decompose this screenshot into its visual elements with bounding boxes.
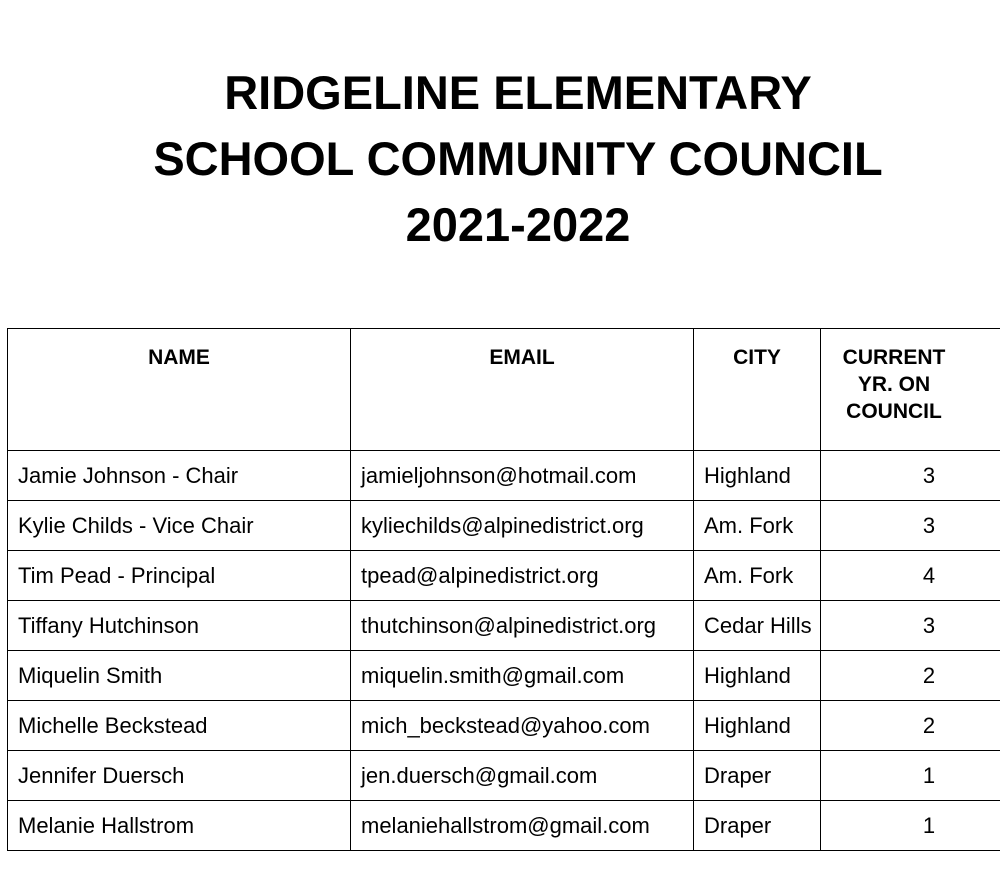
title-line-council: SCHOOL COMMUNITY COUNCIL: [153, 132, 883, 185]
document-title: [0, 60, 1000, 258]
header-current-year-line2: YR. ON: [857, 373, 931, 396]
table-row: [8, 701, 1000, 751]
title-line-school: RIDGELINE ELEMENTARY: [224, 66, 812, 119]
member-city-cell: Draper: [694, 751, 821, 801]
member-email-cell: miquelin.smith@gmail.com: [351, 651, 694, 701]
table-row: [8, 551, 1000, 601]
member-name-cell: Michelle Beckstead: [8, 701, 351, 751]
member-years-cell: 2: [821, 651, 1000, 701]
member-email-cell: mich_beckstead@yahoo.com: [351, 701, 694, 751]
member-name-cell: Tim Pead - Principal: [8, 551, 351, 601]
member-name-cell: Kylie Childs - Vice Chair: [8, 501, 351, 551]
member-city-cell: Draper: [694, 801, 821, 851]
member-name-cell: Melanie Hallstrom: [8, 801, 351, 851]
table-body: [8, 451, 1000, 851]
member-email-cell: melaniehallstrom@gmail.com: [351, 801, 694, 851]
table-row: [8, 651, 1000, 701]
member-email-cell: jamieljohnson@hotmail.com: [351, 451, 694, 501]
member-name-cell: Tiffany Hutchinson: [8, 601, 351, 651]
member-city-cell: Highland: [694, 651, 821, 701]
header-city: CITY: [694, 329, 821, 451]
member-city-cell: Am. Fork: [694, 551, 821, 601]
table-row: [8, 451, 1000, 501]
header-email: EMAIL: [351, 329, 694, 451]
member-name-cell: Jamie Johnson - Chair: [8, 451, 351, 501]
member-city-cell: Am. Fork: [694, 501, 821, 551]
table-row: [8, 801, 1000, 851]
member-name-cell: Miquelin Smith: [8, 651, 351, 701]
member-years-cell: 1: [821, 801, 1000, 851]
member-name-cell: Jennifer Duersch: [8, 751, 351, 801]
member-email-cell: tpead@alpinedistrict.org: [351, 551, 694, 601]
header-current-year: [821, 329, 1000, 451]
council-table-container: [7, 328, 1000, 851]
header-current-year-line1: CURRENT: [842, 346, 946, 369]
member-years-cell: 2: [821, 701, 1000, 751]
member-email-cell: kyliechilds@alpinedistrict.org: [351, 501, 694, 551]
member-city-cell: Highland: [694, 451, 821, 501]
header-name: NAME: [8, 329, 351, 451]
member-city-cell: Cedar Hills: [694, 601, 821, 651]
member-city-cell: Highland: [694, 701, 821, 751]
member-years-cell: 3: [821, 451, 1000, 501]
table-header-row: [8, 329, 1000, 451]
member-years-cell: 3: [821, 501, 1000, 551]
council-members-table: [7, 328, 1000, 851]
header-current-year-line3: COUNCIL: [846, 400, 942, 423]
member-years-cell: 4: [821, 551, 1000, 601]
title-line-year: 2021-2022: [405, 198, 631, 251]
member-years-cell: 1: [821, 751, 1000, 801]
member-email-cell: jen.duersch@gmail.com: [351, 751, 694, 801]
table-row: [8, 601, 1000, 651]
member-email-cell: thutchinson@alpinedistrict.org: [351, 601, 694, 651]
member-years-cell: 3: [821, 601, 1000, 651]
table-row: [8, 751, 1000, 801]
table-row: [8, 501, 1000, 551]
